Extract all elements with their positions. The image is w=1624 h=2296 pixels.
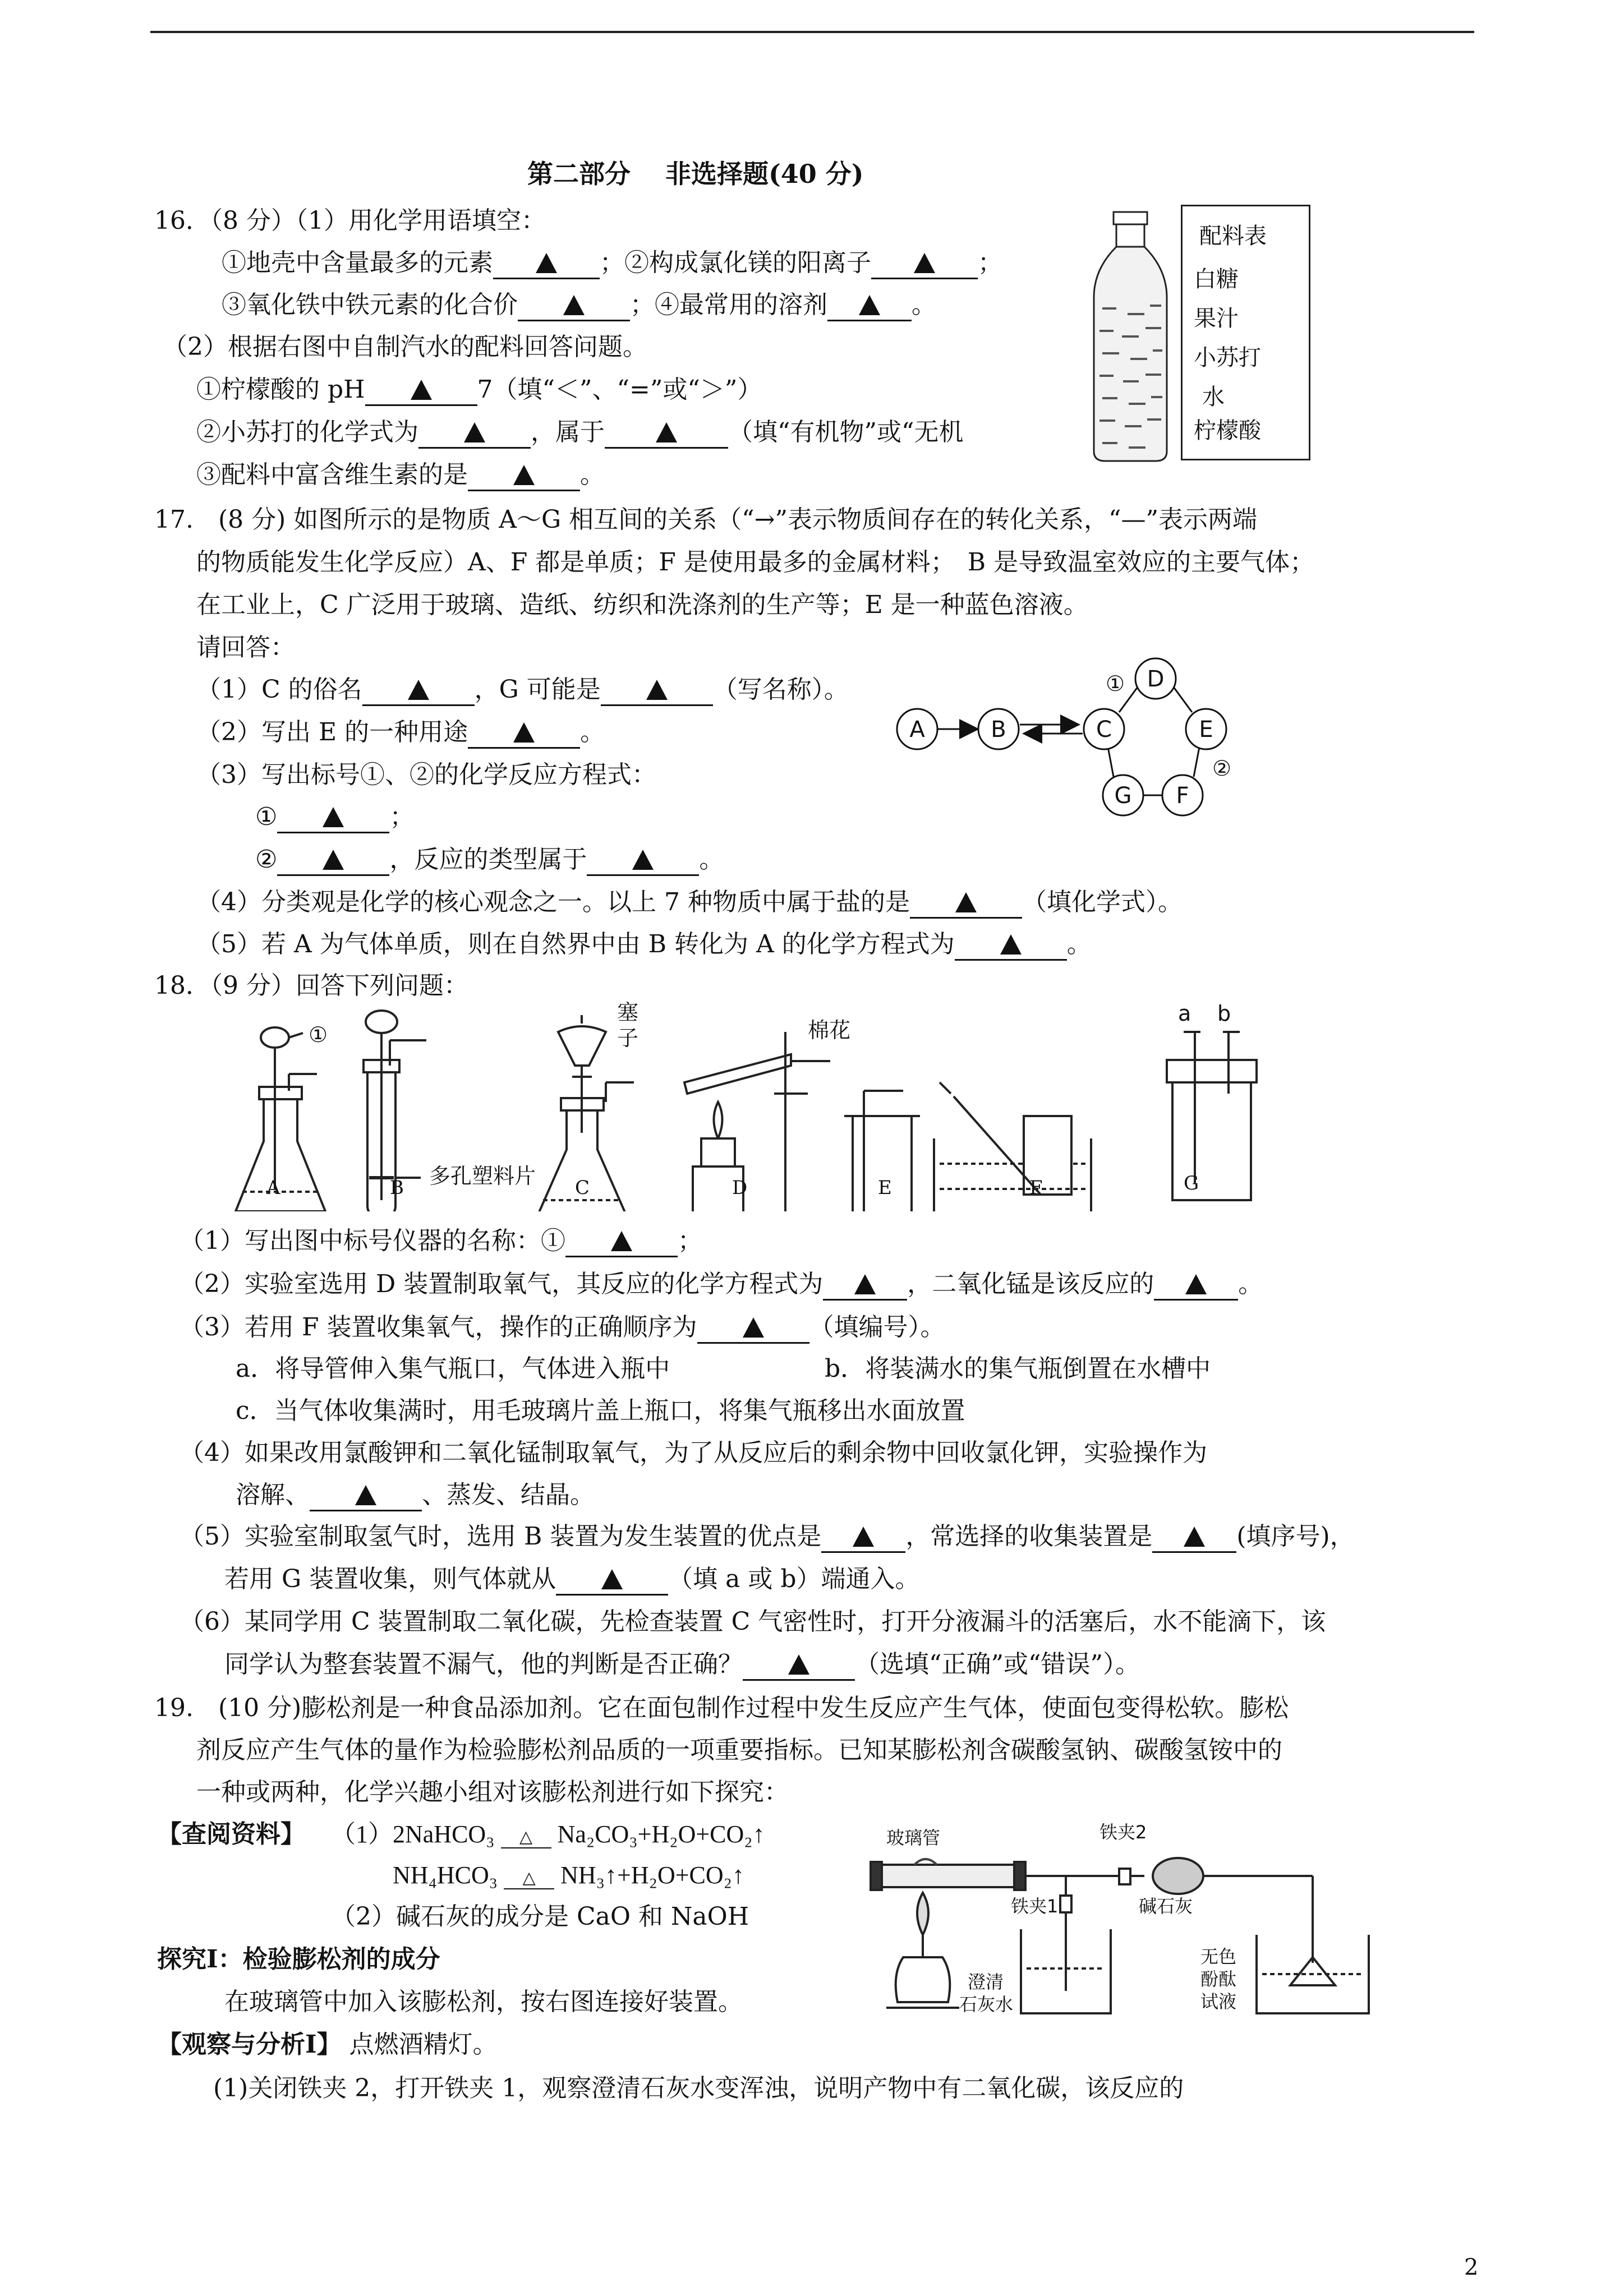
q17-sub2: （2）写出 E 的一种用途 。 (196, 717, 605, 749)
answer-triangle-icon (601, 1569, 623, 1589)
fig-glass-tube: 玻璃管 (886, 1827, 941, 1848)
answer-triangle-icon (611, 1231, 632, 1251)
node-g: G (1114, 783, 1132, 809)
q17-sub3: （3）写出标号①、②的化学反应方程式： (196, 760, 656, 789)
answer-triangle-icon (955, 892, 977, 912)
edge-g-c (1108, 747, 1114, 777)
answer-blank[interactable] (493, 248, 600, 279)
q17-sub4: （4）分类观是化学的核心观念之一。以上 7 种物质中属于盐的是 （填化学式）。 (196, 887, 1183, 919)
explore-text: 在玻璃管中加入该膨松剂，按右图连接好装置。 (224, 1988, 743, 2016)
answer-blank[interactable] (565, 1227, 678, 1257)
label-a: a (1178, 1001, 1191, 1026)
answer-triangle-icon (788, 1654, 809, 1675)
answer-triangle-icon (513, 722, 535, 743)
app-label-e: E (878, 1177, 892, 1199)
answer-blank[interactable] (556, 1565, 668, 1596)
label-cotton: 棉花 (808, 1018, 851, 1043)
q18-sub3: （3）若用 F 装置收集氧气，操作的正确顺序为 （填编号）。 (180, 1312, 945, 1344)
q17-line1: 17. (8 分) 如图所示的是物质 A～G 相互间的关系（“→”表示物质间存在的转化关系，“—”表示两端 (154, 505, 1258, 534)
q18-sub1: （1）写出图中标号仪器的名称：① ； (180, 1225, 702, 1257)
answer-triangle-icon (323, 807, 344, 827)
ingredients-title: 配料表 (1199, 223, 1267, 249)
ingredient-item: 柠檬酸 (1194, 418, 1261, 444)
q16-line4: ①柠檬酸的 pH 7（填“＜”、“=”或“＞”） (196, 374, 762, 406)
q19-line2: 剂反应产生气体的量作为检验膨松剂品质的一项重要指标。已知某膨松剂含碳酸氢钠、碳酸氢铵中的 (196, 1736, 1282, 1764)
ref-eq2: NH₄HCO₃ △ NH₃↑+H₂O+CO₂↑ (393, 1861, 745, 1889)
q16-line3: （2）根据右图中自制汽水的配料回答问题。 (163, 333, 647, 361)
ingredient-item: 果汁 (1194, 306, 1239, 331)
q18-sub5-cont: 若用 G 装置收集，则气体就从 （填 a 或 b）端通入。 (224, 1564, 919, 1596)
answer-blank[interactable] (468, 718, 580, 749)
q18-sub6-cont: 同学认为整套装置不漏气，他的判断是否正确？ （选填“正确”或“错误”）。 (224, 1649, 1140, 1681)
fig-phenol-2: 酚酞 (1200, 1968, 1237, 1990)
answer-triangle-icon (464, 422, 485, 442)
answer-blank[interactable] (605, 418, 728, 449)
app-label-a: A (266, 1177, 280, 1199)
q17-sub3-eq2: ② ，反应的类型属于 。 (255, 844, 724, 876)
edge-e-f (1194, 747, 1199, 777)
q18-sub4: （4）如果改用氯酸钾和二氧化锰制取氧气，为了从反应后的剩余物中回收氯化钾，实验操作为 (180, 1439, 1207, 1467)
answer-blank[interactable] (1154, 1270, 1238, 1301)
fig-clip2: 铁夹2 (1099, 1823, 1147, 1843)
leavening-apparatus-figure (864, 1823, 1402, 2025)
explore-title: 探究Ⅰ：检验膨松剂的成分 (157, 1945, 440, 1974)
answer-triangle-icon (1000, 934, 1022, 955)
apparatus-f (934, 1082, 1091, 1211)
answer-triangle-icon (743, 1317, 764, 1338)
answer-triangle-icon (1185, 1274, 1207, 1294)
ingredient-item: 白糖 (1194, 266, 1239, 292)
answer-triangle-icon (859, 295, 880, 315)
q16-line5: ②小苏打的化学式为 ，属于 （填“有机物”或“无机 (196, 417, 1083, 449)
ingredients-box (1181, 205, 1310, 460)
answer-triangle-icon (632, 850, 654, 870)
answer-triangle-icon (656, 422, 677, 442)
q18-sub3-opt-a: a．将导管伸入集气瓶口，气体进入瓶中 (236, 1354, 670, 1383)
q17-line4: 请回答： (196, 633, 295, 662)
soda-bottle-image (1083, 208, 1178, 465)
q19-line3: 一种或两种，化学兴趣小组对该膨松剂进行如下探究： (196, 1778, 789, 1806)
q16-head: 16．（8 分）（1）用化学用语填空： (154, 206, 546, 235)
marker-1: ① (1105, 671, 1125, 696)
ref-eq1: （1）2NaHCO₃ △ Na₂CO₃+H₂O+CO₂↑ (331, 1820, 765, 1848)
answer-blank[interactable] (823, 1270, 907, 1301)
answer-triangle-icon (563, 295, 585, 315)
q16-line1: ①地壳中含量最多的元素 ；②构成氯化镁的阳离子 ； (222, 247, 1002, 279)
answer-blank[interactable] (587, 845, 699, 876)
answer-blank[interactable] (601, 675, 713, 706)
answer-triangle-icon (411, 380, 432, 400)
apparatus-d (682, 1032, 830, 1211)
relation-diagram (892, 656, 1285, 824)
q18-sub4-cont: 溶解、 、蒸发、结晶。 (236, 1479, 595, 1511)
answer-blank[interactable] (277, 803, 389, 833)
obs-1: (1)关闭铁夹 2，打开铁夹 1，观察澄清石灰水变浑浊，说明产物中有二氧化碳，该反应的 (213, 2074, 1184, 2103)
heat-mark-icon: △ (504, 1868, 554, 1889)
answer-blank[interactable] (518, 291, 630, 321)
answer-blank[interactable] (827, 291, 912, 321)
answer-blank[interactable] (955, 930, 1067, 961)
fig-limewater-2: 石灰水 (959, 1994, 1014, 2015)
q16-line2: ③氧化铁中铁元素的化合价 ；④最常用的溶剂 。 (222, 289, 936, 321)
answer-triangle-icon (323, 850, 344, 870)
app-label-c: C (575, 1177, 590, 1199)
fig-limewater-1: 澄清 (968, 1971, 1004, 1993)
top-rule (150, 31, 1474, 33)
apparatus-a (236, 1027, 325, 1211)
label-stopper-1: 塞 (617, 1000, 639, 1025)
q18-sub3-opt-b: b．将装满水的集气瓶倒置在水槽中 (825, 1354, 1211, 1383)
heat-mark-icon: △ (501, 1827, 551, 1848)
node-f: F (1176, 783, 1189, 809)
q17-sub3-eq1: ① ； (255, 801, 414, 833)
label-b: b (1217, 1001, 1231, 1026)
answer-blank[interactable] (821, 1522, 905, 1553)
q18-sub2: （2）实验室选用 D 装置制取氧气，其反应的化学方程式为 ，二氧化锰是该反应的 。 (180, 1269, 1263, 1301)
answer-blank[interactable] (468, 460, 580, 491)
ref-2: （2）碱石灰的成分是 CaO 和 NaOH (331, 1902, 749, 1931)
app-label-f: F (1029, 1177, 1043, 1199)
node-e: E (1199, 717, 1213, 743)
ingredient-item: 水 (1202, 384, 1225, 410)
answer-blank[interactable] (743, 1650, 855, 1681)
q17-sub1: （1）C 的俗名 ，G 可能是 （写名称）。 (196, 674, 849, 706)
node-b: B (991, 717, 1006, 743)
app-label-d: D (732, 1177, 748, 1199)
app-label-b: B (390, 1177, 404, 1199)
marker-2: ② (1212, 756, 1232, 781)
q18-sub6: （6）某同学用 C 装置制取二氧化碳，先检查装置 C 气密性时，打开分液漏斗的活塞后，水不能滴下，该 (180, 1607, 1326, 1636)
answer-blank[interactable] (871, 248, 978, 279)
fig-phenol-3: 试液 (1200, 1991, 1237, 2012)
answer-blank[interactable] (697, 1313, 809, 1344)
answer-blank[interactable] (1152, 1522, 1236, 1553)
ref-label: 【查阅资料】 (157, 1820, 305, 1848)
answer-triangle-icon (408, 680, 429, 700)
answer-triangle-icon (854, 1274, 876, 1294)
node-a: A (909, 717, 925, 743)
label-plate: 多孔塑料片 (429, 1164, 536, 1188)
apparatus-g (1167, 1032, 1257, 1200)
app-label-g: G (1184, 1172, 1199, 1195)
fig-phenol-1: 无色 (1200, 1946, 1237, 1967)
label-stopper-2: 子 (617, 1026, 639, 1050)
answer-blank[interactable] (362, 675, 475, 706)
node-c: C (1096, 717, 1112, 743)
answer-triangle-icon (853, 1527, 874, 1547)
answer-blank[interactable] (910, 888, 1022, 919)
answer-blank[interactable] (365, 375, 477, 406)
edge-d-e (1174, 687, 1192, 712)
answer-blank[interactable] (418, 418, 531, 449)
answer-triangle-icon (513, 465, 535, 485)
q16-line6: ③配料中富含维生素的是 。 (196, 459, 605, 491)
q17-line3: 在工业上，C 广泛用于玻璃、造纸、纺织和洗涤剂的生产等；E 是一种蓝色溶液。 (196, 591, 1088, 619)
section-title: 第二部分 非选择题(40 分) (527, 159, 864, 189)
answer-blank[interactable] (277, 845, 389, 876)
q17-sub5: （5）若 A 为气体单质，则在自然界中由 B 转化为 A 的化学方程式为 。 (196, 929, 1092, 961)
page-number: 2 (1464, 2254, 1479, 2280)
label-1: ① (309, 1022, 328, 1047)
answer-triangle-icon (536, 253, 557, 273)
q18-head: 18．（9 分）回答下列问题： (154, 971, 468, 1000)
answer-triangle-icon (646, 680, 668, 700)
fig-soda-lime: 碱石灰 (1139, 1896, 1193, 1917)
node-d: D (1147, 666, 1165, 692)
answer-triangle-icon (914, 253, 935, 273)
q18-sub5: （5）实验室制取氢气时，选用 B 装置为发生装置的优点是 ，常选择的收集装置是 (填序号)， (180, 1521, 1355, 1553)
answer-blank[interactable] (310, 1481, 422, 1511)
ingredient-item: 小苏打 (1194, 345, 1261, 371)
q18-sub3-opt-c: c．当气体收集满时，用毛玻璃片盖上瓶口，将集气瓶移出水面放置 (236, 1396, 965, 1425)
fig-clip1: 铁夹1 (1011, 1896, 1059, 1917)
q19-line1: 19. (10 分)膨松剂是一种食品添加剂。它在面包制作过程中发生反应产生气体，使面包变得松软。膨松 (154, 1694, 1289, 1722)
answer-triangle-icon (355, 1485, 376, 1505)
answer-triangle-icon (1184, 1527, 1205, 1547)
q17-line2: 的物质能发生化学反应）A、F 都是单质；F 是使用最多的金属材料； B 是导致温室效应的主要气体； (196, 548, 1315, 577)
obs-line: 【观察与分析Ⅰ】 点燃酒精灯。 (157, 2030, 498, 2059)
